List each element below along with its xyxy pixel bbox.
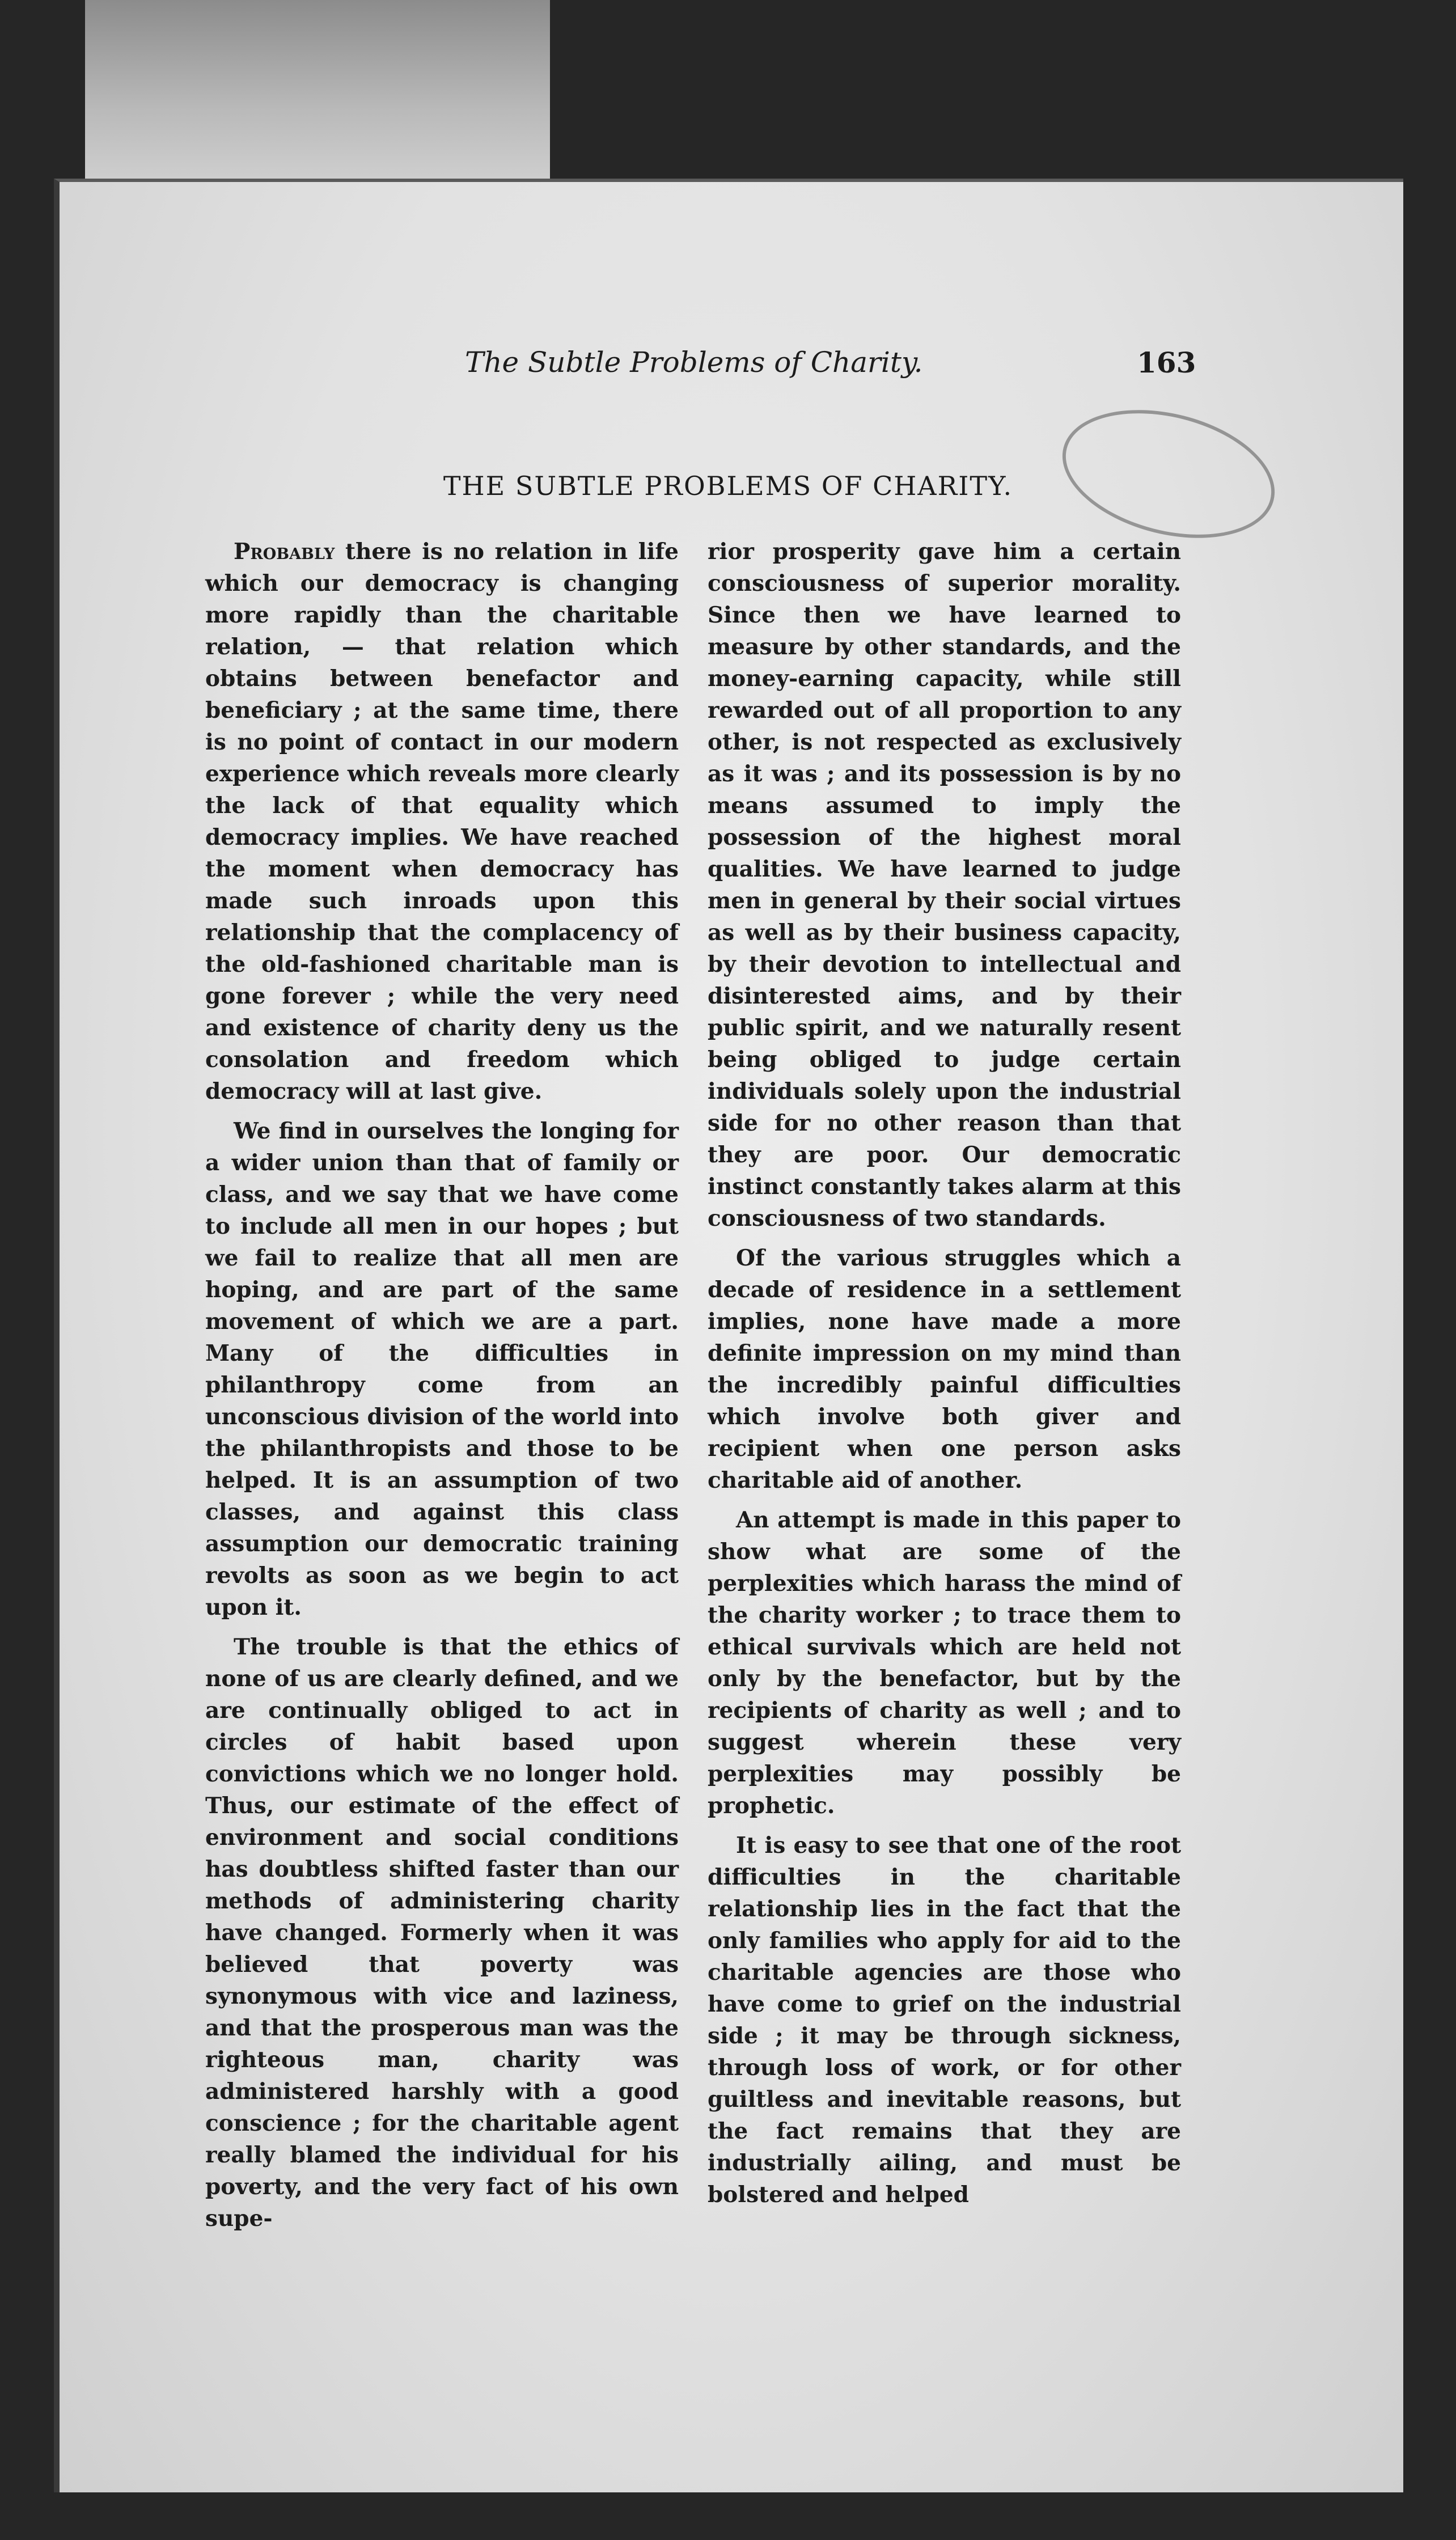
- paragraph: [205, 536, 679, 1107]
- page-corner-flap: [85, 0, 550, 181]
- paragraph: It is easy to see that one of the root difficulties in the charitable relationship lies in the fact that the only families who apply for aid to the charitable agencies are those who have come to grief on the industrial side ; it may be through sickness, through loss of work, or for other guiltless and inevitable reasons, but the fact remains that they are industrially ailing, and must be bolstered and helped: [708, 1832, 1181, 2208]
- paragraph: We find in ourselves the longing for a wider union than that of family or class, and we say that we have come to include all men in our hopes ; but we fail to realize that all men are hoping, and are part of the same movement of which we are a part. Many of the difficulties in philanthropy come from an unconscious division of the world into the philanthropists and those to be helped. It is an assumption of two classes, and against this class assumption our democratic training revolts as soon as we begin to act upon it.: [205, 1118, 679, 1620]
- paragraph-lead-word: Probably: [234, 539, 335, 565]
- article-title: THE SUBTLE PROBLEMS OF CHARITY.: [443, 471, 1013, 501]
- paragraph: An attempt is made in this paper to show what are some of the perplexities which harass the mind of the charity worker ; to trace them to ethical survivals which are held not only by the benefactor, but by the recipients of charity as well ; and to suggest wherein these very perplexities may possibly be prophetic.: [708, 1507, 1181, 1819]
- page-number: 163: [1137, 346, 1196, 379]
- right-column: [708, 536, 1181, 2211]
- left-column: [205, 536, 679, 2234]
- running-head: [0, 346, 1456, 386]
- paragraph: rior prosperity gave him a certain consciousness of superior morality. Since then we have learned to measure by other standards, and the money-earning capacity, while still rewarded out of all proportion to any other, is not respected as exclusively as it was ; and its possession is by no means assumed to imply the possession of the highest moral qualities. We have learned to judge men in general by their social virtues as well as by their business capacity, by their devotion to intellectual and disinterested aims, and by their public spirit, and we naturally resent being obliged to judge certain individuals solely upon the industrial side for no other reason than that they are poor. Our democratic instinct constantly takes alarm at this consciousness of two standards.: [708, 539, 1181, 1231]
- paragraph-text: there is no relation in life which our democracy is changing more rapidly than the charitable relation, — that relation which obtains between benefactor and beneficiary ; at the same time, there is no point of contact in our modern experience which reveals more clearly the lack of that equality which democracy implies. We have reached the moment when democracy has made such inroads upon this relationship that the complacency of the old-fashioned charitable man is gone forever ; while the very need and existence of charity deny us the consolation and freedom which democracy will at last give.: [205, 539, 679, 1104]
- paragraph: Of the various struggles which a decade of residence in a settlement implies, none have made a more definite impression on my mind than the incredibly painful difficulties which involve both giver and recipient when one person asks charitable aid of another.: [708, 1245, 1181, 1493]
- running-head-title: The Subtle Problems of Charity.: [465, 346, 923, 379]
- paragraph: The trouble is that the ethics of none of us are clearly defined, and we are continually obliged to act in circles of habit based upon convictions which we no longer hold. Thus, our estimate of the effect of environment and social conditions has doubtless shifted faster than our methods of administering charity have changed. Formerly when it was believed that poverty was synonymous with vice and laziness, and that the prosperous man was the righteous man, charity was administered harshly with a good conscience ; for the charitable agent really blamed the individual for his poverty, and the very fact of his own supe-: [205, 1634, 679, 2232]
